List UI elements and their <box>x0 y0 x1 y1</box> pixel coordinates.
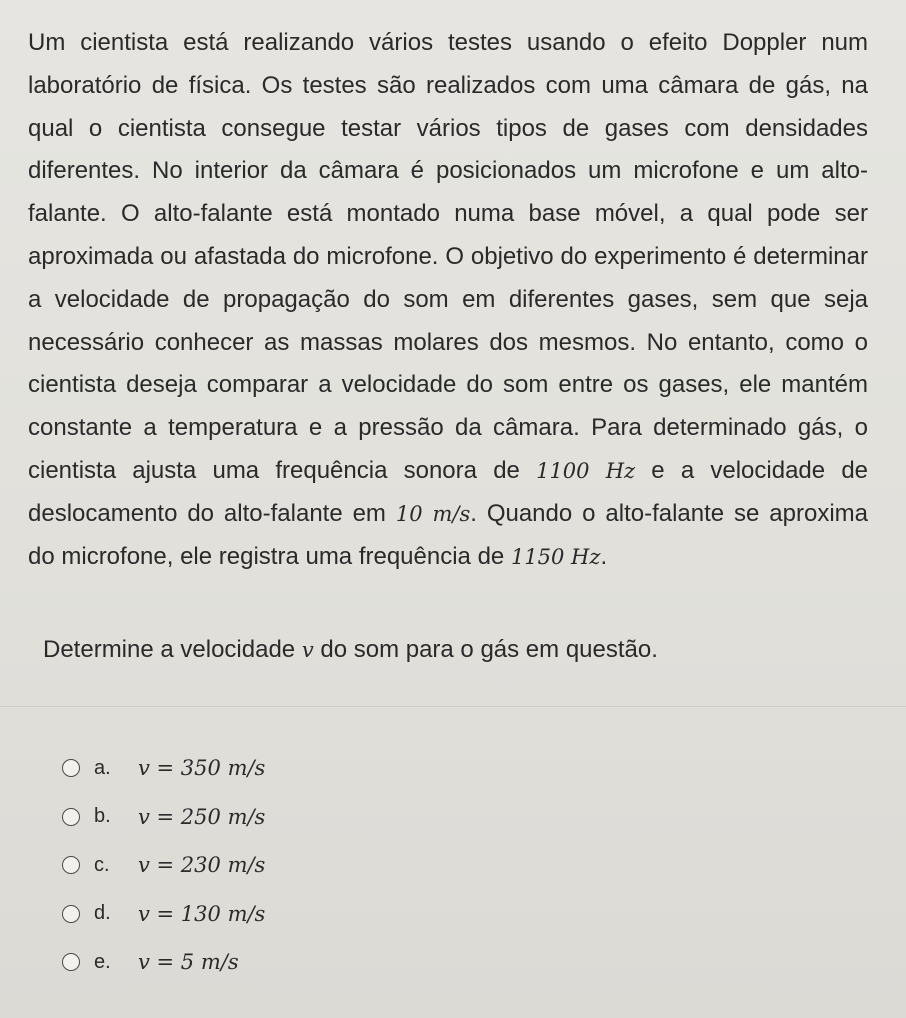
radio-a[interactable] <box>62 759 80 777</box>
option-value: v = 350 m/s <box>138 756 266 781</box>
question-text-part-4: . <box>600 542 608 570</box>
prompt-before: Determine a velocidade <box>43 636 302 663</box>
prompt-after: do som para o gás em questão. <box>313 636 658 663</box>
frequency-received: 1150 Hz <box>510 544 601 569</box>
speaker-speed: 10 m/s <box>395 501 471 526</box>
option-letter: a. <box>94 756 111 779</box>
question-prompt <box>43 632 863 668</box>
option-e[interactable] <box>62 938 662 987</box>
option-letter: d. <box>94 902 111 925</box>
option-value: v = 230 m/s <box>138 853 266 878</box>
prompt-variable: v <box>301 638 314 662</box>
option-letter: b. <box>94 805 111 828</box>
frequency-emitted: 1100 Hz <box>536 458 636 483</box>
option-a[interactable] <box>62 744 662 793</box>
section-divider <box>0 706 906 707</box>
option-letter: c. <box>94 853 110 876</box>
question-paragraph <box>28 22 868 578</box>
question-text-part-1: Um cientista está realizando vários testes usando o efeito Doppler num laboratório de física. Os testes são realizados com uma câmara de gás, na qual o cientista consegue testar vários tipos de gases com densidades diferentes. No interior da câmara é posicionados um microfone e um alto-falante. O alto-falante está montado numa base móvel, a qual pode ser aproximada ou afastada do microfone. O objetivo do experimento é determinar a velocidade de propagação do som em diferentes gases, sem que seja necessário conhecer as massas molares dos mesmos. No entanto, como o cientista deseja comparar a velocidade do som entre os gases, ele mantém constante a temperatura e a pressão da câmara. Para determinado gás, o cientista ajusta uma frequência sonora de <box>28 29 868 484</box>
option-c[interactable] <box>62 841 662 890</box>
option-letter: e. <box>94 950 111 973</box>
question-text <box>28 22 868 578</box>
radio-c[interactable] <box>62 856 80 874</box>
option-value: v = 130 m/s <box>138 901 266 926</box>
question-text-part-3: . Quando o alto-falante se aproxima do microfone, ele registra uma frequência de <box>28 499 869 570</box>
option-b[interactable] <box>62 793 662 842</box>
radio-b[interactable] <box>62 808 80 826</box>
radio-e[interactable] <box>62 953 80 971</box>
option-d[interactable] <box>62 890 662 939</box>
question-text-part-2: e a velocidade de deslocamento do alto-falante em <box>28 456 869 527</box>
option-value: v = 250 m/s <box>138 804 266 829</box>
radio-d[interactable] <box>62 905 80 923</box>
option-value: v = 5 m/s <box>138 950 239 975</box>
answer-options <box>62 744 662 987</box>
